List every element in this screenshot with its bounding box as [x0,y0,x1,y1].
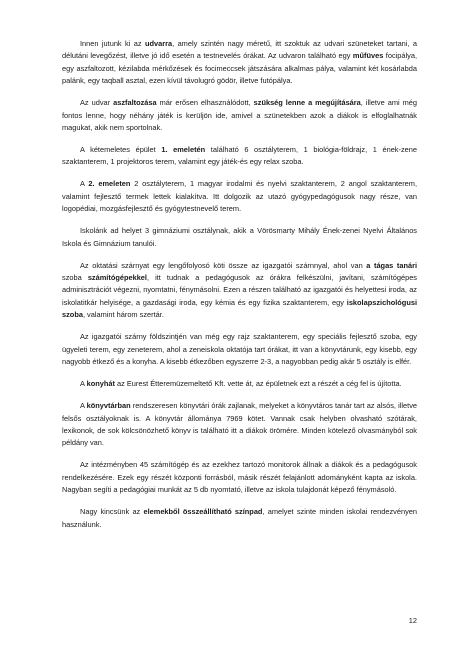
text-run: , amelyet szinte minden iskolai rendezvényen használunk. [62,507,417,529]
emphasis-text: 1. emeletén [161,145,206,155]
emphasis-text: a tágas tanári [366,260,417,270]
text-run: Az intézményben 45 számítógép és az ezekhez tartozó monitorok állnak a diákok és a pedagógusok rendelkezésére. Ezek egy részét központi forrásból, másik részét felajánlott adományként kapta az iskola. Nagyban segíti a pedagógiai munkát az 5 db nyomtató, illetve az iskola tulajdonát képező fénymásoló. [62,460,417,495]
paragraph [62,400,417,450]
text-run: Az udvar [80,98,114,108]
page-number: 12 [408,616,417,625]
paragraph [62,144,417,169]
paragraph [62,459,417,496]
text-run: rendszeresen könyvtári órák zajlanak, melyeket a könyvtáros tanár tart az alsós, illetve felsős osztályoknak is. A könyvtár állománya 7969 kötet. Vannak csak helyben olvasható szótárak, lexikonok, de sok kölcsönözhető könyv is található itt a diákok örömére. Minden kötelező olvasmányból sok példány van. [62,401,417,448]
paragraph [62,38,417,88]
paragraph [62,378,417,390]
text-run: 2 osztályterem, 1 magyar irodalmi és nyelvi szaktanterem, 2 angol szaktanterem, valamint fejlesztő termek lettek kialakítva. Itt dolgozik az utazó gyógypedagógusok nagy része, van logopédiai, mozgásfejlesztő és gyógytestnevelő terem. [62,179,417,214]
text-run: található 6 osztályterem, 1 biológia-földrajz, 1 ének-zene szaktanterem, 1 projektoros terem, valamint egy játék-és egy relax szoba. [62,145,417,167]
emphasis-text: konyhát [86,379,115,389]
text-run: Az igazgatói szárny földszintjén van még egy rajz szaktanterem, egy speciális fejlesztő szoba, egy ügyeleti terem, egy zeneterem, ahol a zeneiskola oktatója tart órákat, itt van a könyvtárunk, egy kisebb, egy nagyobb étkező és a konyha. A kisebb étkezőben egyszerre 2-3, a nagyobban pedig akár 5 osztály is elfér. [62,332,417,367]
emphasis-text: 2. emeleten [88,179,131,189]
paragraph [62,260,417,322]
paragraph [62,225,417,250]
text-run: már erősen elhasználódott, [156,98,254,108]
text-run: , itt tudnak a pedagógusok az órákra felkészülni, javítani, számítógépes adminisztrációt végezni, nyomtatni, fénymásolni. Ezen a részen található az igazgatói és helyettesi iroda, az iskolatitkár helyisége, a gazdasági iroda, egy kémia és egy fizika szaktanterem, egy [62,273,417,307]
text-run: A [80,179,89,189]
text-run: , valamint három szertár. [82,310,164,320]
text-run: A [80,379,87,389]
text-run: , amely szintén nagy méretű, itt szoktuk az udvari szüneteket tartani, a délutáni levegőzést, illetve jó idő esetén a testnevelés órákat. Az udvaron található egy [62,39,418,61]
text-run: Innen jutunk ki az [80,39,145,48]
paragraph [62,178,417,215]
paragraph [62,331,417,368]
text-run: focipálya, egy aszfaltozott, kézilabda mérkőzések és focimeccsek játszására alkalmas pálya, valamint két kosárlabda palánk, egy taqball asztal, ezen kívül távolugró gödör, illetve futópálya. [62,51,418,86]
emphasis-text: könyvtárban [86,401,131,411]
paragraph [62,506,417,531]
emphasis-text: elemekből összeállítható színpad [143,507,263,517]
text-run: , illetve ami még fontos lenne, hogy néhány játék is kerüljön ide, amivel a szünetekben azok a diákok is elfoglalhatnák magukat, akik nem sportolnak. [62,98,417,133]
text-run: Nagy kincsünk az [80,507,144,517]
text-run: az Eurest Étteremüzemeltető Kft. vette át, az épületnek ezt a részét a cég fel is újította. [114,379,402,389]
text-run: Az oktatási szárnyat egy lengőfolyosó köti össze az igazgatói szárnnyal, ahol van [80,260,367,270]
paragraph [62,97,417,134]
emphasis-text: szükség lenne a megújítására [253,98,361,108]
text-run: A [80,401,87,411]
emphasis-text: számítógépekkel [87,273,147,283]
text-run: A kétemeletes épület [80,145,162,155]
emphasis-text: iskolapszichológusi szoba [62,297,417,320]
document-body [62,38,417,541]
emphasis-text: műfüves [352,51,384,61]
emphasis-text: udvarra [144,39,173,48]
emphasis-text: aszfaltozása [113,98,157,108]
text-run: szoba [62,273,88,283]
text-run: Iskolánk ad helyet 3 gimnáziumi osztálynak, akik a Vörösmarty Mihály Ének-zenei Nyelvi Általános Iskola és Gimnázium tanulói. [62,226,417,248]
